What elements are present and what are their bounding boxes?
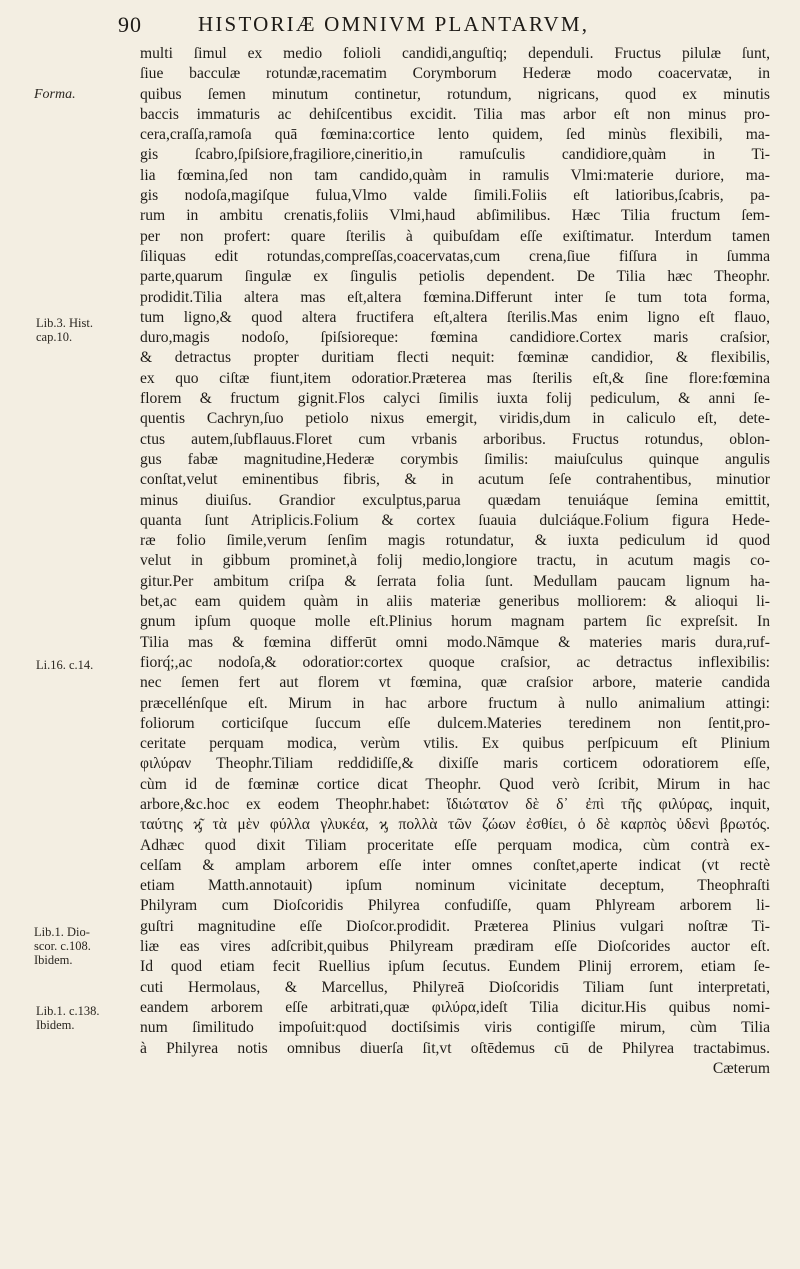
text-line: gis nodoſa,magiſque fulua,Vlmo valde ſimili.Foliis eſt latioribus,ſcabris, pa- bbox=[140, 187, 770, 205]
text-line: celſam & amplam arborem eſſe inter omnes conſtet,aperte indicat (vt rectè bbox=[140, 856, 770, 874]
text-line: rum in ambitu crenatis,foliis Vlmi,haud abſimilibus. Hæc Tilia fructum ſem- bbox=[140, 207, 770, 225]
text-line: à Philyrea notis omnibus diuerſa ſit,vt oſtēdemus cū de Philyrea tractabimus. bbox=[140, 1039, 770, 1057]
margin-note-line: Lib.1. c.138. bbox=[36, 1004, 100, 1018]
margin-note-line: cap.10. bbox=[36, 330, 73, 344]
text-line: tum ligno,& quod altera fructifera eſt,altera ſterilis.Mas enim ligno eſt flauo, bbox=[140, 308, 770, 326]
margin-note-dioscor bbox=[34, 925, 91, 967]
text-line: num ſimilitudo impoſuit:quod doctiſsimis viris contigiſſe mirum, cùm Tilia bbox=[140, 1019, 770, 1037]
text-line: lia fœmina,ſed non tam candido,quàm in ramulis Vlmi:materie duriore, ma- bbox=[140, 166, 770, 184]
text-line: gnum ipſum quoque molle eſt.Plinius horum magnam partem ſic expreſsit. In bbox=[140, 613, 770, 631]
text-line: φιλύραν Theophr.Tiliam reddidiſſe,& dixiſſe maris corticem odoratiorem eſſe, bbox=[140, 755, 770, 773]
text-line: cùm id de fœminæ cortice dicat Theophr. Quod verò ſcribit, Mirum in hac bbox=[140, 775, 770, 793]
text-line: baccis immaturis ac dehiſcentibus excidit. Tilia mas arbor eſt non minus pro- bbox=[140, 105, 770, 123]
text-line: nec ſemen fert aut florem vt fœmina, quæ craſsior arbore, materie candida bbox=[140, 674, 770, 692]
margin-note-hist bbox=[36, 316, 93, 344]
text-line: Id quod etiam fecit Ruellius ipſum ſecutus. Eundem Plinij errorem, etiam ſe- bbox=[140, 958, 770, 976]
page-number: 90 bbox=[118, 12, 142, 37]
text-line: Tilia mas & fœmina differūt omni modo.Nāmque & materies maris dura,ruf- bbox=[140, 633, 770, 651]
page-header bbox=[0, 12, 800, 40]
text-line: cuti Hermolaus, & Marcellus, Philyreā Dioſcoridis Tiliam ſunt interpretati, bbox=[140, 978, 770, 996]
text-line: Adhæc quod dixit Tiliam proceritate eſſe perquam modica, cùm contrà ex- bbox=[140, 836, 770, 854]
text-line: foliorum corticiſque ſuccum eſſe dulcem.Materies teredinem non ſentit,pro- bbox=[140, 714, 770, 732]
text-line: præcellénſque eſt. Mirum in hac arbore fructum à nullo animalium attingi: bbox=[140, 694, 770, 712]
text-line: conſtat,velut eminentibus fibris, & in acutum ſeſe contrahentibus, minutior bbox=[140, 471, 770, 489]
margin-note-plinius: Li.16. c.14. bbox=[36, 658, 94, 672]
text-line: ſiliquas edit rotundas,compreſſas,coacervatas,cum crena,ſiue fiſſura in ſumma bbox=[140, 247, 770, 265]
text-line: liæ eas vires adſcribit,quibus Philyream prædiram eſſe Dioſcorides auctor eſt. bbox=[140, 938, 770, 956]
text-line: ræ folio ſimile,verum ſenſim magis rotundatur, & iuxta pediculum id quod bbox=[140, 532, 770, 550]
margin-note-line: scor. c.108. bbox=[34, 939, 91, 953]
text-line: ſiue bacculæ rotundæ,racematim Corymborum Hederæ modo coacervatæ, in bbox=[140, 65, 770, 83]
text-line: duro,magis nodoſo, ſpiſsioreque: fœmina candidiore.Cortex maris craſsior, bbox=[140, 329, 770, 347]
text-line: ταύτης ϗ͂ τὰ μὲν φύλλα γλυκέα, ϗ πολλὰ τῶν ζώων ἐσθίει, ὁ δὲ καρπὸς ὐδενὶ βρωτός. bbox=[140, 816, 770, 834]
text-line: & detractus propter duritiam flecti nequit: fœminæ candidior, & flexibilis, bbox=[140, 349, 770, 367]
text-line: arbore,&c.hoc ex eodem Theophr.habet: ἴδιώτατον δὲ δ᾽ ἐπὶ τῆς φιλύρας, inquit, bbox=[140, 795, 770, 813]
text-line: ex quo ciſtæ fiunt,item odoratior.Præterea mas ſterilis eſt,& ſine flore:fœmina bbox=[140, 369, 770, 387]
text-line: velut in gibbum prominet,à folij medio,longiore tractu, in acutum magis co- bbox=[140, 552, 770, 570]
text-line: quentis Cachryn,ſuo petiolo nixus emergit, viridis,dum in caliculo eſt, dete- bbox=[140, 410, 770, 428]
margin-note-line: Ibidem. bbox=[36, 1018, 75, 1032]
text-line: bet,ac eam quidem quàm in aliis materiæ generibus molliorem: & alioqui li- bbox=[140, 593, 770, 611]
text-line: ctus autem,ſubflauus.Floret cum vrbanis arboribus. Fructus rotundus, oblon- bbox=[140, 430, 770, 448]
margin-note-line: Ibidem. bbox=[34, 953, 73, 967]
text-line: Philyram cum Dioſcoridis Philyrea confudiſſe, quam Phlyream arborem li- bbox=[140, 897, 770, 915]
text-line: parte,quarum ſingulæ ex ſingulis petiolis dependent. De Tilia hæc Theophr. bbox=[140, 268, 770, 286]
margin-note-line: Lib.3. Hist. bbox=[36, 316, 93, 330]
margin-note-lib1 bbox=[36, 1004, 100, 1032]
text-line: cera,craſſa,ramoſa quā fœmina:cortice lento quidem, ſed minùs flexibili, ma- bbox=[140, 126, 770, 144]
text-line: ceritate perquam modica, verùm vtilis. Ex quibus perſpicuum eſt Plinium bbox=[140, 735, 770, 753]
margin-note-line: Lib.1. Dio- bbox=[34, 925, 90, 939]
text-line: gus fabæ magnitudine,Hederæ corymbis ſimilis: maiuſculus quinque angulis bbox=[140, 450, 770, 468]
running-title: HISTORIÆ OMNIVM PLANTARVM, bbox=[198, 12, 590, 36]
margin-note-forma: Forma. bbox=[34, 87, 76, 102]
text-line: quanta ſunt Atriplicis.Folium & cortex ſuauia dulciáque.Folium figura Hede- bbox=[140, 511, 770, 529]
body-text bbox=[140, 44, 770, 1079]
text-line: quibus ſemen minutum continetur, rotundum, nigricans, quod ex minutis bbox=[140, 85, 770, 103]
text-line: guſtri magnitudine eſſe Dioſcor.prodidit. Præterea Plinius vulgari noſtræ Ti- bbox=[140, 917, 770, 935]
text-line: florem & fructum gignit.Flos calyci ſimilis iuxta folij pediculum, & anni ſe- bbox=[140, 390, 770, 408]
text-line: multi ſimul ex medio folioli candidi,anguſtiq; dependuli. Fructus pilulæ ſunt, bbox=[140, 45, 770, 62]
text-line: prodidit.Tilia altera mas eſt,altera fœmina.Differunt inter ſe tum tota forma, bbox=[140, 288, 770, 306]
text-line: fiorq́;,ac nodoſa,& odoratior:cortex quoque craſsior, ac detractus inflexibilis: bbox=[140, 653, 770, 671]
text-line: gitur.Per ambitum criſpa & ſerrata folia ſunt. Medullam paucam lignum ha- bbox=[140, 572, 770, 590]
text-line: etiam Matth.annotauit) ipſum nominum vicinitate deceptum, Theophraſti bbox=[140, 877, 770, 895]
text-line: per non profert: quare ſterilis à quibuſdam eſſe exiſtimatur. Interdum tamen bbox=[140, 227, 770, 245]
text-line: gis ſcabro,ſpiſsiore,fragiliore,cineritio,in ramuſculis candidiore,quàm in Ti- bbox=[140, 146, 770, 164]
text-line: eandem arborem eſſe arbitrati,quæ φιλύρα,ideſt Tilia dicitur.His quibus nomi- bbox=[140, 998, 770, 1016]
text-line: minus diuiſus. Grandior exculptus,parua quædam tenuiáque ſemina emittit, bbox=[140, 491, 770, 509]
text-line: Cæterum bbox=[712, 1059, 770, 1077]
